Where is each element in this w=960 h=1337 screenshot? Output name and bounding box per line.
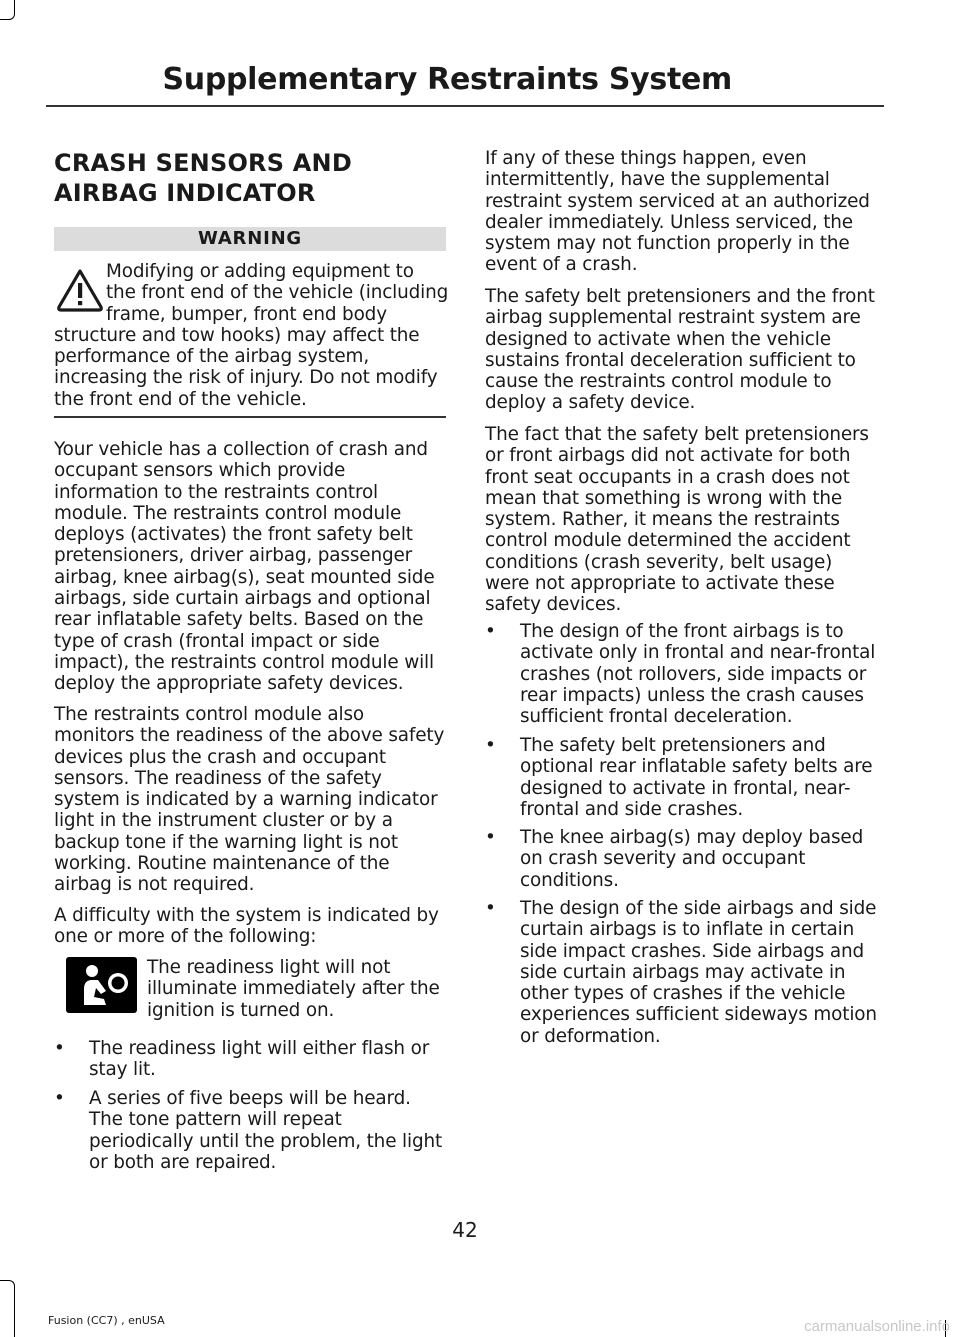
- warning-divider: [54, 416, 446, 418]
- left-bullet-1: [54, 1038, 446, 1082]
- right-paragraph-1: If any of these things happen, even intermittently, have the supplemental restraint system serviced at an authorized dealer immediately. Unless serviced, the system may not function properly in the event of a crash.: [485, 148, 870, 276]
- right-bullet-2: [485, 735, 879, 821]
- bullet-marker: •: [485, 735, 496, 756]
- right-paragraph-2: The safety belt pretensioners and the front airbag supplemental restraint system are designed to activate when the vehicle sustains frontal deceleration sufficient to cause the restraints control module to deploy a safety device.: [485, 286, 875, 414]
- section-heading-line2: AIRBAG INDICATOR: [54, 179, 316, 207]
- left-bullet-2-text: A series of five beeps will be heard. The tone pattern will repeat periodically until the problem, the light or both are repaired.: [89, 1088, 443, 1173]
- warning-label: WARNING: [54, 227, 446, 251]
- left-bullet-1-text: The readiness light will either flash or stay lit.: [89, 1038, 430, 1081]
- left-paragraph-3: A difficulty with the system is indicated by one or more of the following:: [54, 905, 439, 948]
- page-header-title: Supplementary Restraints System: [162, 62, 732, 97]
- section-heading: [54, 148, 446, 208]
- right-paragraph-3: The fact that the safety belt pretensioners or front airbags did not activate for both front seat occupants in a crash does not mean that something is wrong with the system. Rather, it means the restraints control module determined the accident conditions (crash severity, belt usage) were not appropriate to activate these safety devices.: [485, 424, 869, 616]
- bullet-marker: •: [54, 1088, 65, 1109]
- warning-line-3: frame, bumper, front end body: [106, 303, 387, 325]
- warning-line-1: Modifying or adding equipment to: [106, 261, 414, 282]
- bullet-marker: •: [54, 1038, 65, 1059]
- readiness-light-text: The readiness light will not illuminate immediately after the ignition is turned on.: [147, 957, 440, 1021]
- warning-rest: structure and tow hooks) may affect the performance of the airbag system, increasing the risk of injury. Do not modify the front end of the vehicle.: [54, 324, 438, 410]
- right-bullet-1-text: The design of the front airbags is to activate only in frontal and near-frontal crashes (not rollovers, side impacts or rear impacts) unless the crash causes sufficient frontal deceleration.: [520, 621, 876, 728]
- crop-mark-bottom-left: [0, 1280, 15, 1337]
- bullet-marker: •: [485, 898, 496, 919]
- bullet-marker: •: [485, 621, 496, 642]
- left-bullet-2: [54, 1088, 446, 1178]
- warning-line-2: the front end of the vehicle (including: [106, 282, 449, 304]
- header-divider: [46, 105, 884, 107]
- right-bullet-3: [485, 827, 879, 891]
- warning-triangle-icon: [54, 263, 106, 317]
- footer-model: Fusion (CC7) , enUSA: [48, 1314, 165, 1327]
- right-bullet-1: [485, 621, 879, 727]
- watermark: carmanualsonline.info: [804, 1318, 950, 1335]
- right-bullet-3-text: The knee airbag(s) may deploy based on crash severity and occupant conditions.: [520, 827, 864, 891]
- bullet-marker: •: [485, 827, 496, 848]
- right-bullet-4: [485, 898, 879, 1048]
- section-heading-line1: CRASH SENSORS AND: [54, 149, 352, 177]
- page-number: 42: [452, 1218, 478, 1242]
- left-paragraph-2: The restraints control module also monitors the readiness of the above safety devices plus the crash and occupant sensors. The readiness of the safety system is indicated by a warning indicator light in the instrument cluster or by a backup tone if the warning light is not working. Routine maintenance of the airbag is not required.: [54, 704, 445, 896]
- right-bullet-2-text: The safety belt pretensioners and optional rear inflatable safety belts are designed to activate in frontal, near-frontal and side crashes.: [520, 735, 873, 820]
- crop-mark-top-left: [0, 0, 15, 20]
- right-bullet-4-text: The design of the side airbags and side curtain airbags is to inflate in certain side impact crashes. Side airbags and side curtain airbags may activate in other types of crashes if the vehicle experiences sufficient sideways motion or deformation.: [520, 898, 877, 1047]
- warning-text: [54, 261, 449, 410]
- left-paragraph-1: Your vehicle has a collection of crash and occupant sensors which provide information to the restraints control module. The restraints control module deploys (activates) the front safety belt pretensioners, driver airbag, passenger airbag, knee airbag(s), seat mounted side airbags, side curtain airbags and optional rear inflatable safety belts. Based on the type of crash (frontal impact or side impact), the restraints control module will deploy the appropriate safety devices.: [54, 439, 435, 695]
- airbag-warning-icon: [66, 957, 137, 1013]
